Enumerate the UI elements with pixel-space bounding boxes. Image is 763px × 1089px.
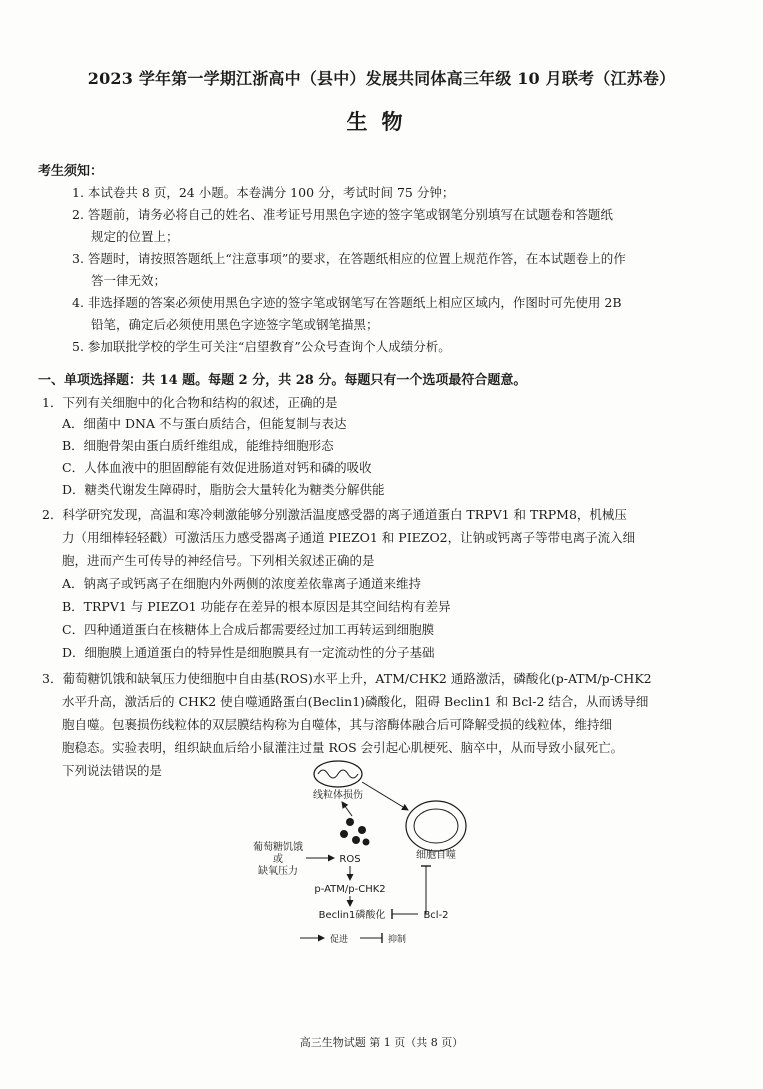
question-2-stem: 2．科学研究发现，高温和寒冷刺激能够分别激活温度感受器的离子通道蛋白 TRPV1 和 TRPM8，机械压 力（用细棒轻轻戳）可激活压力感受器离子通道 PIEZO1 和 PIEZO2，让钠或钙离子等带电离子流入细 胞，进而产生可传导的神经信号。下列相关叙述正确的是 — [42, 507, 636, 568]
note-item: 2. 答题前，请务必将自己的姓名、准考证号用黑色字迹的签字笔或钢笔分别填写在试题卷和答题纸 规定的位置上； — [72, 207, 613, 244]
note-item: 4. 非选择题的答案必须使用黑色字迹的签字笔或钢笔写在答题纸上相应区域内，作图时可先使用 2B 铅笔，确定后必须使用黑色字迹签字笔或钢笔描黑； — [72, 295, 622, 332]
note-item: 1. 本试卷共 8 页，24 小题。本卷满分 100 分，考试时间 75 分钟； — [72, 185, 455, 200]
promote-arrow — [362, 782, 408, 810]
mito-damage-label: 线粒体损伤 — [313, 790, 363, 801]
bcl2-label: Bcl-2 — [423, 910, 449, 921]
autophagy-pathway-diagram — [240, 752, 500, 952]
ros-molecules-icon — [340, 818, 370, 846]
q1-option-b: B．细胞骨架由蛋白质纤维组成，能维持细胞形态 — [62, 438, 334, 453]
hypoxia-label: 缺氧压力 — [258, 866, 298, 877]
exam-title: 2023 学年第一学期江浙高中（县中）发展共同体高三年级 10 月联考（江苏卷） — [87, 69, 676, 88]
page-footer: 高三生物试题 第 1 页（共 8 页） — [299, 1036, 464, 1049]
note-item: 5. 参加联批学校的学生可关注“启望教育”公众号查询个人成绩分析。 — [72, 339, 451, 354]
subject-title: 生物 — [346, 109, 417, 134]
note-item: 3. 答题时，请按照答题纸上“注意事项”的要求，在答题纸相应的位置上规范作答，在本试题卷上的作 答一律无效； — [72, 251, 626, 288]
q1-option-a: A．细菌中 DNA 不与蛋白质结合，但能复制与表达 — [62, 416, 347, 431]
section-heading: 一、单项选择题：共 14 题。每题 2 分，共 28 分。每题只有一个选项最符合题意。 — [38, 373, 527, 388]
q1-option-d: D．糖类代谢发生障碍时，脂肪会大量转化为糖类分解供能 — [62, 482, 385, 497]
beclin1-label: Beclin1磷酸化 — [318, 910, 386, 921]
question-3-stem: 3．葡萄糖饥饿和缺氧压力使细胞中自由基(ROS)水平上升，ATM/CHK2 通路激活，磷酸化(p-ATM/p-CHK2 水平升高，激活后的 CHK2 使自噬通路蛋白(Beclin1)磷酸化，阻碍 Beclin1 和 Bcl-2 结合，从而诱导细 胞自噬。包裹损伤线粒体的双层膜结构称为自噬体，其与溶酶体融合后可降解受损的线粒体，维持细 胞稳态。实验表明，组织缺血后给小鼠灌注过量 ROS 会引起心肌梗死、脑卒中，从而导致小鼠死亡。 下列说法错误的是 — [42, 671, 652, 778]
autophagosome-icon — [406, 801, 466, 851]
q2-option-b: B．TRPV1 与 PIEZO1 功能存在差异的根本原因是其空间结构有差异 — [62, 599, 451, 614]
question-1-stem: 1．下列有关细胞中的化合物和结构的叙述，正确的是 — [42, 395, 338, 410]
starvation-label: 葡萄糖饥饿 — [253, 842, 303, 853]
autophagy-label: 细胞自噬 — [416, 850, 456, 861]
notes-heading: 考生须知： — [38, 164, 104, 179]
legend-inhibit-label: 抑制 — [388, 935, 407, 945]
mitochondrion-icon — [314, 761, 362, 787]
ros-label: ROS — [339, 854, 361, 865]
starvation-or-label: 或 — [273, 854, 283, 865]
q2-option-d: D．细胞膜上通道蛋白的特异性是细胞膜具有一定流动性的分子基础 — [62, 645, 435, 660]
q2-option-c: C．四种通道蛋白在核糖体上合成后都需要经过加工再转运到细胞膜 — [62, 622, 435, 637]
promote-arrow — [342, 802, 352, 816]
q2-option-a: A．钠离子或钙离子在细胞内外两侧的浓度差依靠离子通道来维持 — [62, 576, 422, 591]
p-atm-label: p-ATM/p-CHK2 — [314, 884, 386, 895]
q1-option-c: C．人体血液中的胆固醇能有效促进肠道对钙和磷的吸收 — [62, 460, 372, 475]
legend-promote-label: 促进 — [330, 935, 349, 945]
